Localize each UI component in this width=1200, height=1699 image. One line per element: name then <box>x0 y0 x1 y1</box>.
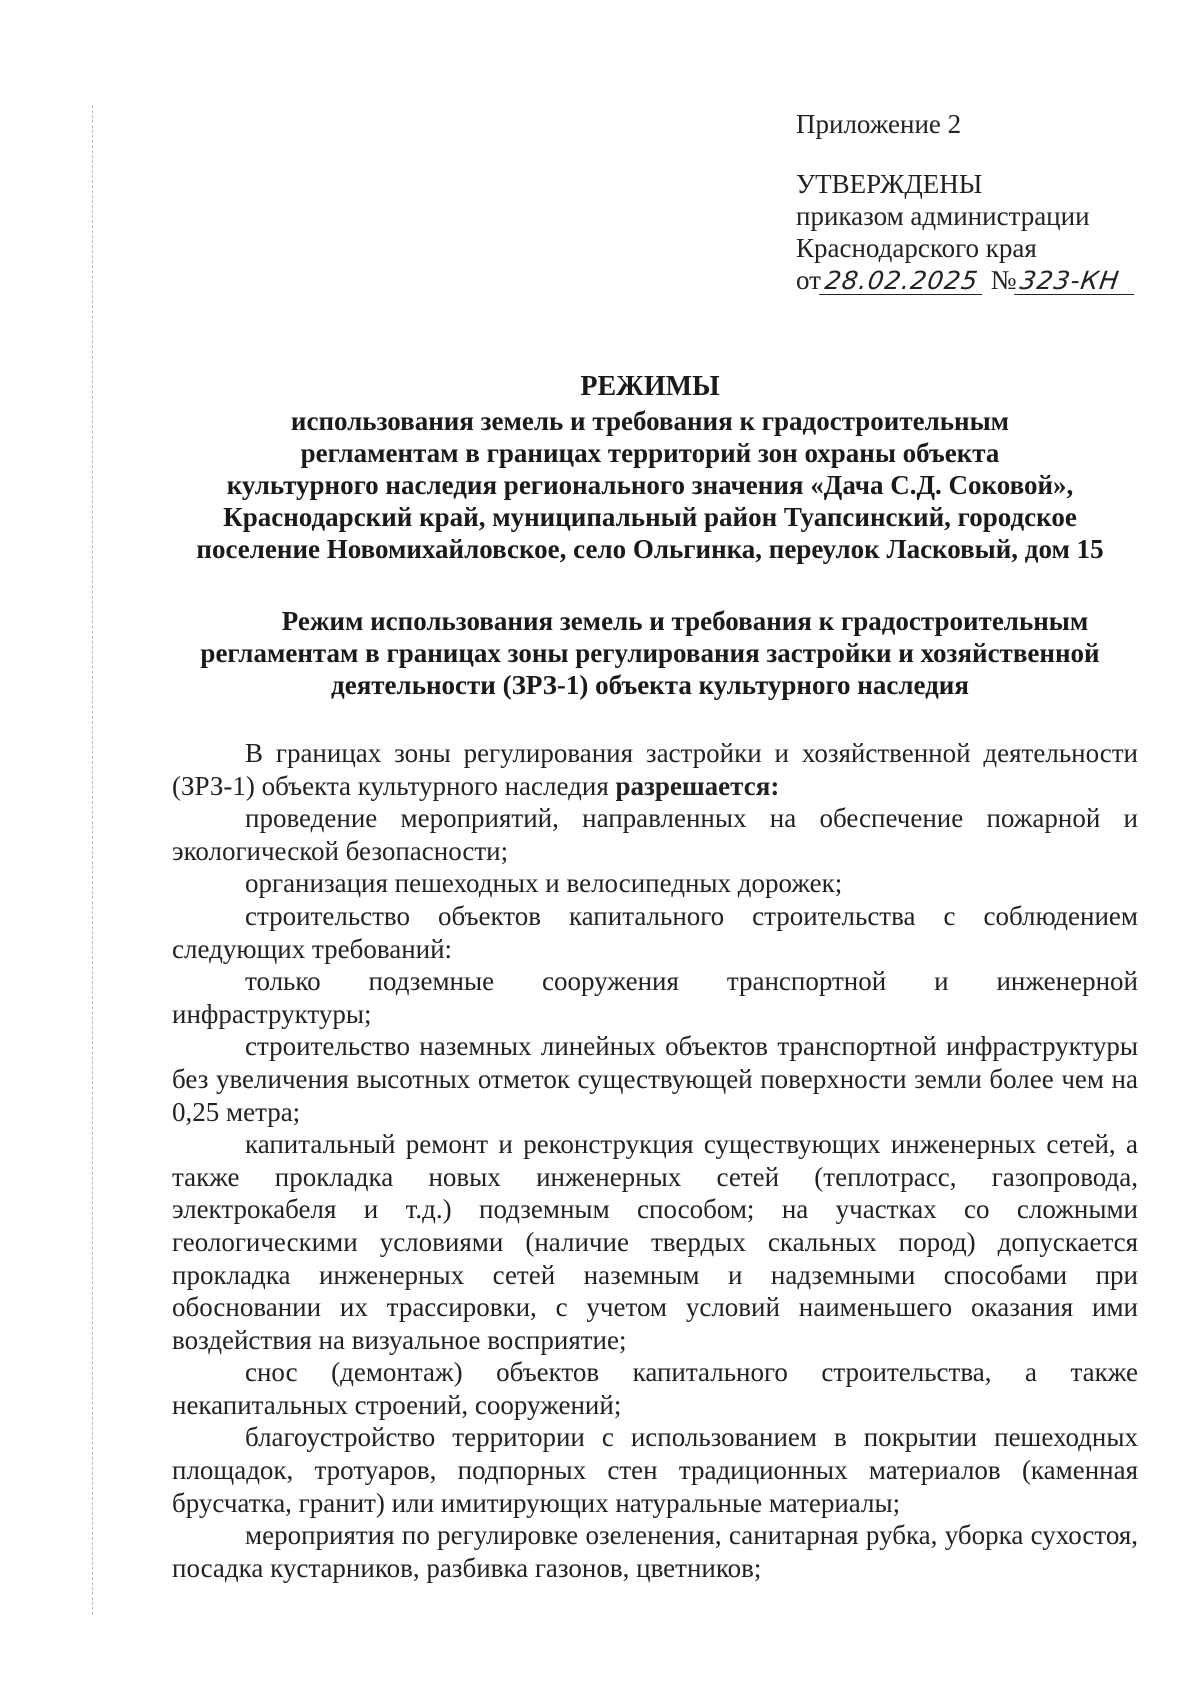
list-item: организация пешеходных и велосипедных дорожек; <box>245 868 843 899</box>
number-sign: № <box>990 265 1017 295</box>
title-line: использования земель и требования к градостроительным <box>290 406 1010 436</box>
approved-label: УТВЕРЖДЕНЫ <box>796 169 983 199</box>
title-line: Краснодарский край, муниципальный район Туапсинский, городское <box>223 502 1077 532</box>
intro-paragraph <box>172 737 1138 802</box>
approval-region-line: Краснодарского края <box>796 233 1037 263</box>
list-item: проведение мероприятий, направленных на обеспечение пожарной и экологической безопасности; <box>172 803 1138 866</box>
appendix-label: Приложение 2 <box>796 109 962 139</box>
list-item: только подземные сооружения транспортной и инженерной инфраструктуры; <box>172 966 1138 1029</box>
handwritten-number: 323-КН <box>1015 268 1139 295</box>
document-title <box>150 371 1150 565</box>
section-heading <box>150 605 1150 701</box>
approval-date-line <box>796 264 1176 296</box>
scan-edge-line <box>92 105 93 1615</box>
handwritten-date: 28.02.2025 <box>819 268 986 295</box>
list-item: капитальный ремонт и реконструкция существующих инженерных сетей, а также прокладка новых инженерных сетей (теплотрасс, газопровода, электрокабеля и т.д.) подземным способом; на участках со сложными геологическими условиями (наличие твердых скальных пород) допускается прокладка инженерных сетей наземным и надземными способами при обосновании их трассировки, с учетом условий наименьшего оказания ими воздействия на визуальное восприятие; <box>172 1129 1138 1355</box>
list-item: снос (демонтаж) объектов капитального строительства, а также некапитальных строений, сооружений; <box>172 1357 1138 1420</box>
list-item: строительство объектов капитального строительства с соблюдением следующих требований: <box>172 900 1138 964</box>
intro-bold-text: разрешается: <box>615 770 780 801</box>
list-item: строительство наземных линейных объектов транспортной инфраструктуры без увеличения высотных отметок существующей поверхности земли более чем на 0,25 метра; <box>172 1031 1138 1127</box>
title-line: поселение Новомихайловское, село Ольгинка, переулок Ласковый, дом 15 <box>196 534 1104 564</box>
document-body <box>172 737 1138 1584</box>
section-heading-line: Режим использования земель и требования к градостроительным <box>281 606 1089 636</box>
approval-order-line: приказом администрации <box>796 201 1090 231</box>
intro-text: В границах зоны регулирования застройки и хозяйственной деятельности (ЗРЗ-1) объекта культурного наследия <box>172 738 1138 801</box>
list-item: благоустройство территории с использованием в покрытии пешеходных площадок, тротуаров, подпорных стен традиционных материалов (каменная брусчатка, гранит) или имитирующих натуральные материалы; <box>172 1422 1138 1518</box>
section-heading-line: деятельности (ЗРЗ-1) объекта культурного наследия <box>331 670 969 700</box>
title-main: РЕЖИМЫ <box>580 371 720 402</box>
section-heading-line: регламентам в границах зоны регулирования застройки и хозяйственной <box>200 638 1100 668</box>
list-item: мероприятия по регулировке озеленения, санитарная рубка, уборка сухостоя, посадка кустарников, разбивка газонов, цветников; <box>172 1520 1138 1583</box>
approval-block <box>796 108 1176 296</box>
title-line: регламентам в границах территорий зон охраны объекта <box>300 438 1000 468</box>
date-prefix: от <box>796 265 821 295</box>
title-line: культурного наследия регионального значения «Дача С.Д. Соковой», <box>226 470 1074 500</box>
